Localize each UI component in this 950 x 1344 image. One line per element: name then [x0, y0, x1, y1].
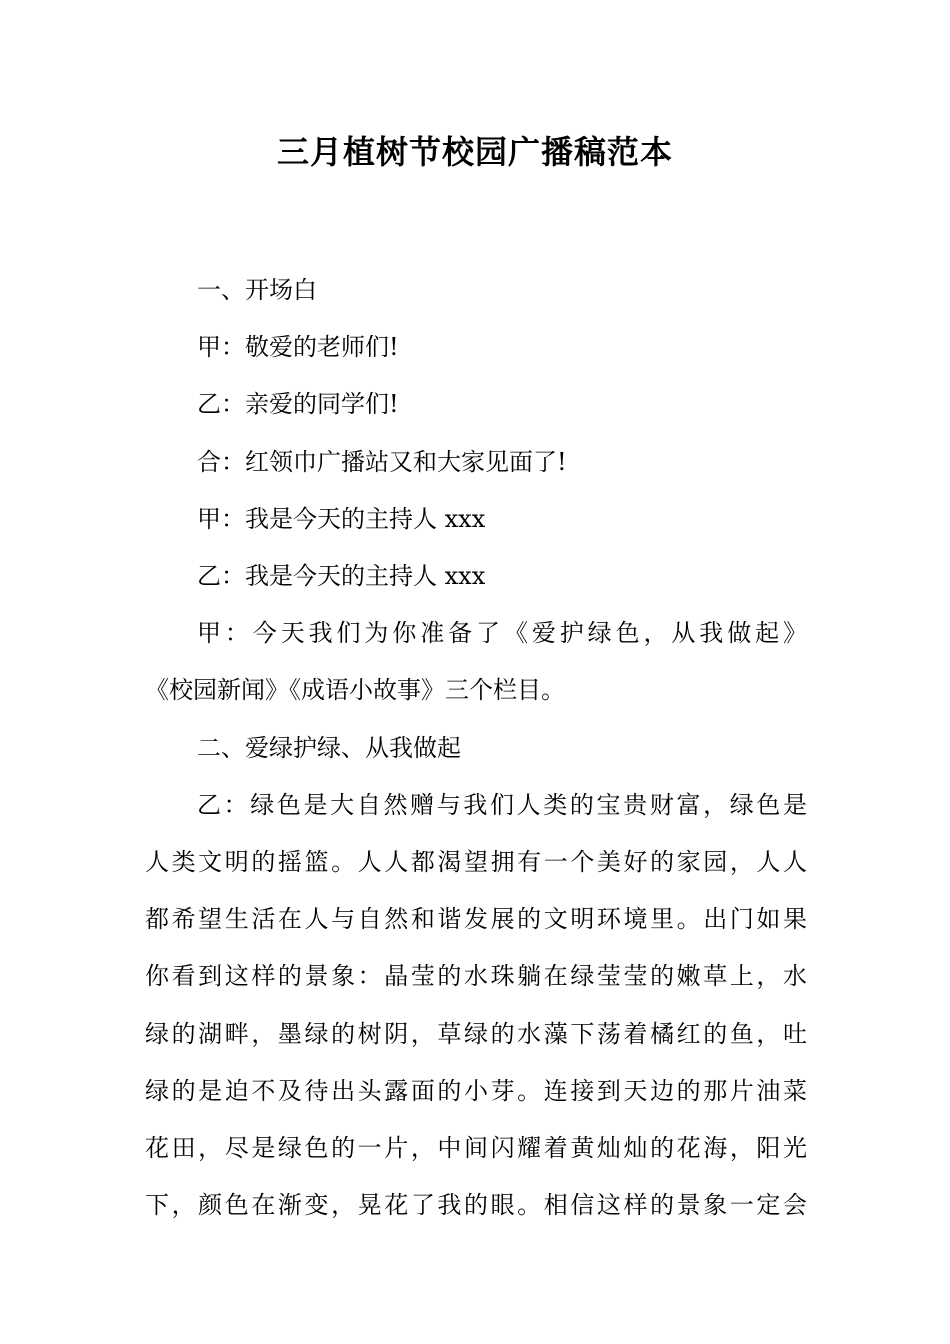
- paragraph-line: 绿的是迫不及待出头露面的小芽。连接到天边的那片油菜: [145, 1076, 807, 1105]
- dialogue-line: 乙：我是今天的主持人 xxx: [197, 562, 486, 591]
- paragraph-line: 乙：绿色是大自然赠与我们人类的宝贵财富，绿色是: [197, 790, 807, 819]
- paragraph-line: 人类文明的摇篮。人人都渴望拥有一个美好的家园，人人: [145, 848, 807, 877]
- paragraph-line: 绿的湖畔，墨绿的树阴，草绿的水藻下荡着橘红的鱼，吐: [145, 1019, 807, 1048]
- dialogue-line: 甲：我是今天的主持人 xxx: [197, 504, 486, 533]
- paragraph-line: 《校园新闻》《成语小故事》三个栏目。: [145, 676, 565, 705]
- document-body: [145, 262, 807, 1234]
- paragraph-line: 下，颜色在渐变，晃花了我的眼。相信这样的景象一定会: [145, 1191, 807, 1220]
- section-heading-opening: 一、开场白: [197, 276, 317, 304]
- paragraph-line: 你看到这样的景象：晶莹的水珠躺在绿莹莹的嫩草上，水: [145, 962, 807, 991]
- section-heading-green: 二、爱绿护绿、从我做起: [197, 733, 461, 762]
- dialogue-line: 乙：亲爱的同学们!: [197, 390, 399, 419]
- dialogue-line: 甲：敬爱的老师们!: [197, 333, 399, 362]
- paragraph-line: 甲：今天我们为你准备了《爱护绿色，从我做起》: [197, 619, 807, 648]
- paragraph-line: 花田，尽是绿色的一片，中间闪耀着黄灿灿的花海，阳光: [145, 1134, 807, 1163]
- dialogue-line: 合：红领巾广播站又和大家见面了!: [197, 447, 567, 476]
- document-title: 三月植树节校园广播稿范本: [276, 133, 673, 171]
- paragraph-line: 都希望生活在人与自然和谐发展的文明环境里。出门如果: [145, 905, 807, 934]
